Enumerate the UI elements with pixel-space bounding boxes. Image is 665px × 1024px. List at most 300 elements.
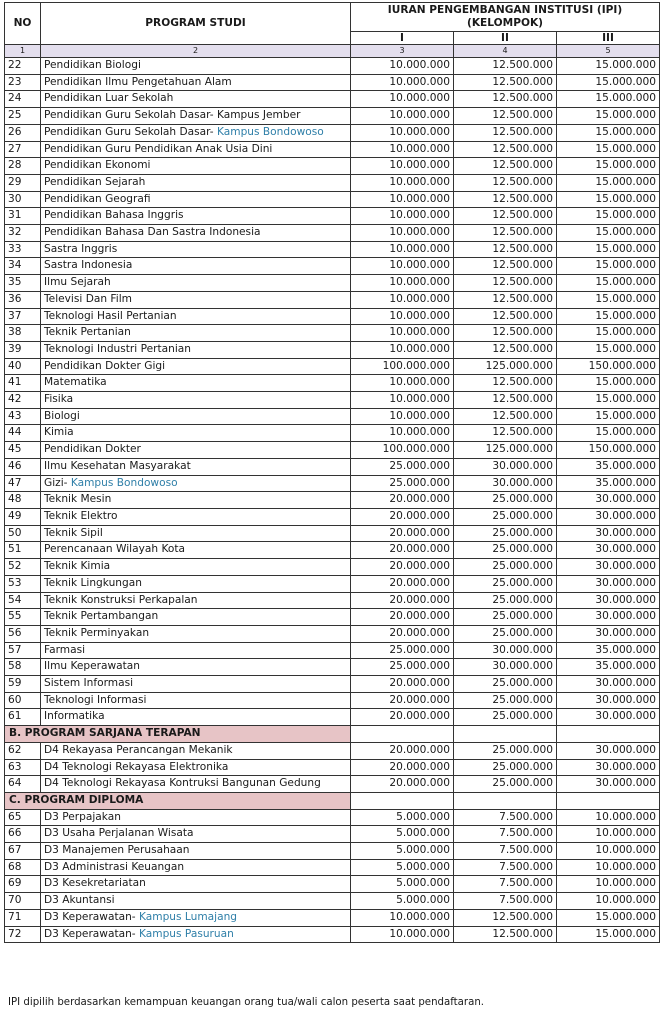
program-name: D4 Rekayasa Perancangan Mekanik [44, 743, 233, 756]
fee-group-1: 10.000.000 [351, 425, 454, 442]
fee-group-3: 15.000.000 [557, 158, 660, 175]
row-number: 38 [5, 325, 41, 342]
table-row [5, 191, 660, 208]
program-name: D3 Perpajakan [44, 810, 121, 823]
fee-group-1: 20.000.000 [351, 492, 454, 509]
table-row [5, 442, 660, 459]
fee-group-2: 7.500.000 [454, 843, 557, 860]
row-number: 60 [5, 692, 41, 709]
table-row [5, 375, 660, 392]
fee-group-1: 20.000.000 [351, 742, 454, 759]
table-row [5, 141, 660, 158]
program-name-cell [41, 325, 351, 342]
program-name: Farmasi [44, 643, 86, 656]
fee-group-1: 20.000.000 [351, 559, 454, 576]
row-number: 33 [5, 241, 41, 258]
header-ipi-line1: IURAN PENGEMBANGAN INSTITUSI (IPI) [387, 4, 623, 16]
fee-group-1: 25.000.000 [351, 642, 454, 659]
program-name: Pendidikan Geografi [44, 192, 151, 205]
program-name-cell [41, 124, 351, 141]
col-number-3: 3 [351, 45, 454, 58]
fee-group-1: 10.000.000 [351, 275, 454, 292]
program-name-cell [41, 843, 351, 860]
program-name-cell [41, 759, 351, 776]
table-row [5, 542, 660, 559]
fee-group-2: 12.500.000 [454, 308, 557, 325]
fee-group-3: 15.000.000 [557, 392, 660, 409]
fee-group-2: 25.000.000 [454, 508, 557, 525]
row-number: 36 [5, 291, 41, 308]
program-name-cell [41, 575, 351, 592]
fee-group-1: 10.000.000 [351, 158, 454, 175]
table-row [5, 809, 660, 826]
fee-group-3: 15.000.000 [557, 425, 660, 442]
table-row [5, 659, 660, 676]
fee-group-3: 30.000.000 [557, 492, 660, 509]
col-number-2: 2 [41, 45, 351, 58]
fee-group-3: 15.000.000 [557, 191, 660, 208]
fee-group-3: 10.000.000 [557, 876, 660, 893]
fee-group-3: 30.000.000 [557, 508, 660, 525]
fee-group-3: 15.000.000 [557, 108, 660, 125]
row-number: 63 [5, 759, 41, 776]
program-name: Pendidikan Dokter Gigi [44, 359, 166, 372]
fee-group-2: 12.500.000 [454, 141, 557, 158]
section-empty-cell [351, 726, 454, 743]
fee-group-3: 150.000.000 [557, 358, 660, 375]
fee-group-1: 10.000.000 [351, 174, 454, 191]
fee-group-3: 15.000.000 [557, 74, 660, 91]
table-row [5, 642, 660, 659]
table-row [5, 559, 660, 576]
fee-group-1: 10.000.000 [351, 325, 454, 342]
fee-group-2: 12.500.000 [454, 208, 557, 225]
fee-group-3: 30.000.000 [557, 575, 660, 592]
section-empty-cell [454, 792, 557, 809]
fee-group-2: 30.000.000 [454, 659, 557, 676]
fee-group-3: 30.000.000 [557, 709, 660, 726]
row-number: 22 [5, 58, 41, 75]
fee-group-3: 30.000.000 [557, 625, 660, 642]
program-name: Teknik Lingkungan [44, 576, 142, 589]
col-number-1: 1 [5, 45, 41, 58]
fee-group-3: 30.000.000 [557, 676, 660, 693]
program-name: Sistem Informasi [44, 677, 134, 690]
row-number: 70 [5, 893, 41, 910]
table-body [5, 58, 660, 943]
fee-group-2: 25.000.000 [454, 759, 557, 776]
program-name: Televisi Dan Film [44, 292, 132, 305]
table-row [5, 475, 660, 492]
table-row [5, 609, 660, 626]
header-program: PROGRAM STUDI [41, 3, 351, 45]
program-name-cell [41, 776, 351, 793]
row-number: 25 [5, 108, 41, 125]
fee-group-3: 15.000.000 [557, 375, 660, 392]
program-name: Ilmu Kesehatan Masyarakat [44, 459, 191, 472]
section-label: B. PROGRAM SARJANA TERAPAN [5, 726, 351, 743]
program-name-cell [41, 676, 351, 693]
program-name: Pendidikan Bahasa Dan Sastra Indonesia [44, 226, 261, 239]
header-group-2: II [454, 32, 557, 45]
row-number: 34 [5, 258, 41, 275]
fee-group-2: 12.500.000 [454, 425, 557, 442]
fee-group-2: 12.500.000 [454, 58, 557, 75]
row-number: 64 [5, 776, 41, 793]
fee-group-2: 12.500.000 [454, 158, 557, 175]
program-name-cell [41, 876, 351, 893]
fee-group-1: 10.000.000 [351, 392, 454, 409]
row-number: 44 [5, 425, 41, 442]
table-row [5, 275, 660, 292]
fee-group-1: 20.000.000 [351, 625, 454, 642]
row-number: 48 [5, 492, 41, 509]
fee-group-3: 15.000.000 [557, 208, 660, 225]
fee-group-1: 20.000.000 [351, 592, 454, 609]
program-name: D3 Keperawatan- [44, 910, 136, 923]
table-row [5, 592, 660, 609]
program-name-cell [41, 809, 351, 826]
fee-group-3: 10.000.000 [557, 843, 660, 860]
row-number: 59 [5, 676, 41, 693]
fee-group-2: 12.500.000 [454, 241, 557, 258]
row-number: 54 [5, 592, 41, 609]
section-row [5, 726, 660, 743]
fee-group-2: 25.000.000 [454, 575, 557, 592]
row-number: 71 [5, 909, 41, 926]
program-name: Teknologi Industri Pertanian [44, 342, 191, 355]
fee-group-1: 5.000.000 [351, 826, 454, 843]
fee-group-3: 15.000.000 [557, 909, 660, 926]
table-row [5, 859, 660, 876]
header-group-1: I [351, 32, 454, 45]
program-name-cell [41, 909, 351, 926]
program-name: D4 Teknologi Rekayasa Elektronika [44, 760, 229, 773]
program-name-cell [41, 91, 351, 108]
table-row [5, 225, 660, 242]
fee-group-2: 12.500.000 [454, 926, 557, 943]
fee-group-2: 25.000.000 [454, 742, 557, 759]
row-number: 61 [5, 709, 41, 726]
fee-group-3: 30.000.000 [557, 609, 660, 626]
fee-group-2: 12.500.000 [454, 909, 557, 926]
row-number: 24 [5, 91, 41, 108]
program-name-cell [41, 826, 351, 843]
table-row [5, 241, 660, 258]
row-number: 65 [5, 809, 41, 826]
fee-group-2: 12.500.000 [454, 275, 557, 292]
program-name-cell [41, 592, 351, 609]
row-number: 45 [5, 442, 41, 459]
fee-group-3: 15.000.000 [557, 124, 660, 141]
fee-group-2: 25.000.000 [454, 776, 557, 793]
table-row [5, 425, 660, 442]
fee-group-2: 25.000.000 [454, 559, 557, 576]
row-number: 37 [5, 308, 41, 325]
fee-group-1: 100.000.000 [351, 358, 454, 375]
fee-group-3: 30.000.000 [557, 525, 660, 542]
section-row [5, 792, 660, 809]
table-row [5, 308, 660, 325]
fee-group-2: 12.500.000 [454, 74, 557, 91]
fee-group-1: 20.000.000 [351, 759, 454, 776]
campus-label: Kampus Bondowoso [70, 476, 178, 489]
col-number-4: 4 [454, 45, 557, 58]
table-row [5, 692, 660, 709]
table-row [5, 291, 660, 308]
program-name-cell [41, 542, 351, 559]
fee-group-2: 12.500.000 [454, 124, 557, 141]
fee-group-2: 12.500.000 [454, 174, 557, 191]
program-name: Pendidikan Guru Sekolah Dasar- [44, 125, 214, 138]
program-name: Pendidikan Dokter [44, 443, 141, 456]
fee-group-1: 5.000.000 [351, 843, 454, 860]
fee-group-1: 20.000.000 [351, 575, 454, 592]
fee-group-3: 15.000.000 [557, 258, 660, 275]
row-number: 69 [5, 876, 41, 893]
fee-group-3: 30.000.000 [557, 692, 660, 709]
fee-group-2: 12.500.000 [454, 392, 557, 409]
fee-group-1: 20.000.000 [351, 609, 454, 626]
program-name: D3 Manajemen Perusahaan [44, 844, 190, 857]
program-name: Gizi- [44, 476, 68, 489]
program-name: Informatika [44, 710, 105, 723]
program-name: D4 Teknologi Rekayasa Kontruksi Bangunan Gedung [44, 777, 321, 790]
fee-group-1: 20.000.000 [351, 709, 454, 726]
fee-group-3: 10.000.000 [557, 826, 660, 843]
row-number: 42 [5, 392, 41, 409]
table-row [5, 408, 660, 425]
fee-group-2: 12.500.000 [454, 108, 557, 125]
fee-group-2: 12.500.000 [454, 258, 557, 275]
fee-group-1: 10.000.000 [351, 375, 454, 392]
fee-group-3: 10.000.000 [557, 893, 660, 910]
program-name-cell [41, 174, 351, 191]
fee-group-3: 15.000.000 [557, 141, 660, 158]
fee-group-1: 10.000.000 [351, 58, 454, 75]
fee-group-1: 10.000.000 [351, 91, 454, 108]
table-row [5, 174, 660, 191]
fee-group-3: 15.000.000 [557, 926, 660, 943]
program-name: Fisika [44, 393, 74, 406]
row-number: 27 [5, 141, 41, 158]
program-name-cell [41, 74, 351, 91]
fee-group-1: 10.000.000 [351, 926, 454, 943]
footnote: IPI dipilih berdasarkan kemampuan keuangan orang tua/wali calon peserta saat pendaftaran. [8, 997, 485, 1008]
fee-group-3: 35.000.000 [557, 642, 660, 659]
section-label: C. PROGRAM DIPLOMA [5, 792, 351, 809]
fee-group-3: 30.000.000 [557, 776, 660, 793]
fee-group-1: 10.000.000 [351, 291, 454, 308]
program-name: Teknologi Hasil Pertanian [44, 309, 177, 322]
fee-group-3: 15.000.000 [557, 308, 660, 325]
program-name-cell [41, 742, 351, 759]
table-row [5, 843, 660, 860]
header-no: NO [5, 3, 41, 45]
program-name: Biologi [44, 409, 80, 422]
fee-group-2: 12.500.000 [454, 341, 557, 358]
program-name-cell [41, 425, 351, 442]
table-row [5, 358, 660, 375]
fee-group-2: 25.000.000 [454, 525, 557, 542]
program-name-cell [41, 642, 351, 659]
ipi-fee-table [4, 2, 660, 943]
table-row [5, 258, 660, 275]
row-number: 55 [5, 609, 41, 626]
fee-group-2: 25.000.000 [454, 492, 557, 509]
fee-group-2: 7.500.000 [454, 893, 557, 910]
table-row [5, 742, 660, 759]
table-row [5, 676, 660, 693]
table-row [5, 909, 660, 926]
section-empty-cell [557, 792, 660, 809]
program-name: Ilmu Keperawatan [44, 660, 141, 673]
row-number: 29 [5, 174, 41, 191]
program-name: D3 Akuntansi [44, 894, 115, 907]
row-number: 51 [5, 542, 41, 559]
fee-group-1: 20.000.000 [351, 542, 454, 559]
row-number: 43 [5, 408, 41, 425]
fee-group-3: 15.000.000 [557, 241, 660, 258]
fee-group-2: 12.500.000 [454, 225, 557, 242]
row-number: 67 [5, 843, 41, 860]
table-row [5, 91, 660, 108]
fee-group-2: 25.000.000 [454, 592, 557, 609]
table-row [5, 74, 660, 91]
campus-label: Kampus Lumajang [139, 910, 238, 923]
program-name: Pendidikan Biologi [44, 59, 141, 71]
fee-group-2: 125.000.000 [454, 358, 557, 375]
program-name-cell [41, 692, 351, 709]
fee-group-1: 5.000.000 [351, 876, 454, 893]
program-name: Teknik Kimia [44, 560, 111, 573]
program-name-cell [41, 458, 351, 475]
row-number: 35 [5, 275, 41, 292]
fee-group-1: 10.000.000 [351, 308, 454, 325]
program-name: Sastra Indonesia [44, 259, 133, 272]
program-name-cell [41, 659, 351, 676]
fee-group-2: 30.000.000 [454, 642, 557, 659]
program-name: Ilmu Sejarah [44, 276, 111, 289]
fee-group-2: 12.500.000 [454, 191, 557, 208]
program-name: Kimia [44, 426, 74, 439]
program-name: Teknik Pertambangan [44, 610, 159, 623]
row-number: 66 [5, 826, 41, 843]
row-number: 26 [5, 124, 41, 141]
fee-group-1: 10.000.000 [351, 225, 454, 242]
program-name-cell [41, 392, 351, 409]
fee-group-3: 15.000.000 [557, 291, 660, 308]
row-number: 41 [5, 375, 41, 392]
fee-group-2: 30.000.000 [454, 458, 557, 475]
fee-group-2: 25.000.000 [454, 625, 557, 642]
program-name-cell [41, 58, 351, 75]
row-number: 49 [5, 508, 41, 525]
fee-group-2: 25.000.000 [454, 692, 557, 709]
table-row [5, 625, 660, 642]
table-row [5, 325, 660, 342]
fee-group-3: 15.000.000 [557, 225, 660, 242]
fee-group-2: 125.000.000 [454, 442, 557, 459]
program-name: Matematika [44, 376, 107, 389]
program-name: Teknologi Informasi [44, 693, 147, 706]
program-name: Pendidikan Guru Pendidikan Anak Usia Dini [44, 142, 273, 155]
table-row [5, 492, 660, 509]
program-name-cell [41, 108, 351, 125]
fee-group-2: 7.500.000 [454, 876, 557, 893]
fee-group-3: 35.000.000 [557, 475, 660, 492]
fee-group-1: 25.000.000 [351, 458, 454, 475]
fee-group-2: 12.500.000 [454, 291, 557, 308]
program-name: Teknik Perminyakan [44, 626, 150, 639]
fee-group-2: 30.000.000 [454, 475, 557, 492]
program-name: Sastra Inggris [44, 242, 118, 255]
fee-group-1: 25.000.000 [351, 659, 454, 676]
program-name: Pendidikan Guru Sekolah Dasar- Kampus Jember [44, 109, 301, 122]
program-name: D3 Administrasi Keuangan [44, 860, 185, 873]
fee-group-3: 15.000.000 [557, 325, 660, 342]
fee-group-2: 12.500.000 [454, 375, 557, 392]
table-row [5, 392, 660, 409]
fee-group-1: 100.000.000 [351, 442, 454, 459]
fee-group-1: 10.000.000 [351, 191, 454, 208]
fee-group-1: 10.000.000 [351, 241, 454, 258]
row-number: 28 [5, 158, 41, 175]
fee-group-1: 10.000.000 [351, 909, 454, 926]
fee-group-3: 35.000.000 [557, 659, 660, 676]
table-row [5, 926, 660, 943]
program-name: Teknik Pertanian [44, 326, 131, 339]
row-number: 31 [5, 208, 41, 225]
program-name: Perencanaan Wilayah Kota [44, 543, 185, 556]
table-row [5, 525, 660, 542]
program-name: Pendidikan Luar Sekolah [44, 92, 174, 105]
program-name-cell [41, 308, 351, 325]
row-number: 39 [5, 341, 41, 358]
program-name: Teknik Mesin [44, 493, 112, 506]
fee-group-1: 10.000.000 [351, 124, 454, 141]
row-number: 57 [5, 642, 41, 659]
program-name-cell [41, 258, 351, 275]
fee-group-1: 5.000.000 [351, 893, 454, 910]
program-name-cell [41, 358, 351, 375]
row-number: 53 [5, 575, 41, 592]
header-group-3: III [557, 32, 660, 45]
row-number: 40 [5, 358, 41, 375]
table-row [5, 508, 660, 525]
fee-group-3: 30.000.000 [557, 592, 660, 609]
row-number: 52 [5, 559, 41, 576]
row-number: 62 [5, 742, 41, 759]
program-name: Pendidikan Ekonomi [44, 159, 151, 172]
fee-group-2: 12.500.000 [454, 408, 557, 425]
fee-group-3: 35.000.000 [557, 458, 660, 475]
table-row [5, 458, 660, 475]
row-number: 46 [5, 458, 41, 475]
fee-group-2: 25.000.000 [454, 709, 557, 726]
program-name: D3 Kesekretariatan [44, 877, 146, 890]
fee-group-1: 10.000.000 [351, 74, 454, 91]
fee-group-3: 15.000.000 [557, 275, 660, 292]
fee-group-2: 12.500.000 [454, 91, 557, 108]
program-name-cell [41, 408, 351, 425]
table-row [5, 826, 660, 843]
fee-group-2: 25.000.000 [454, 609, 557, 626]
header-ipi [351, 3, 660, 32]
fee-group-3: 15.000.000 [557, 91, 660, 108]
table-row [5, 876, 660, 893]
program-name-cell [41, 926, 351, 943]
